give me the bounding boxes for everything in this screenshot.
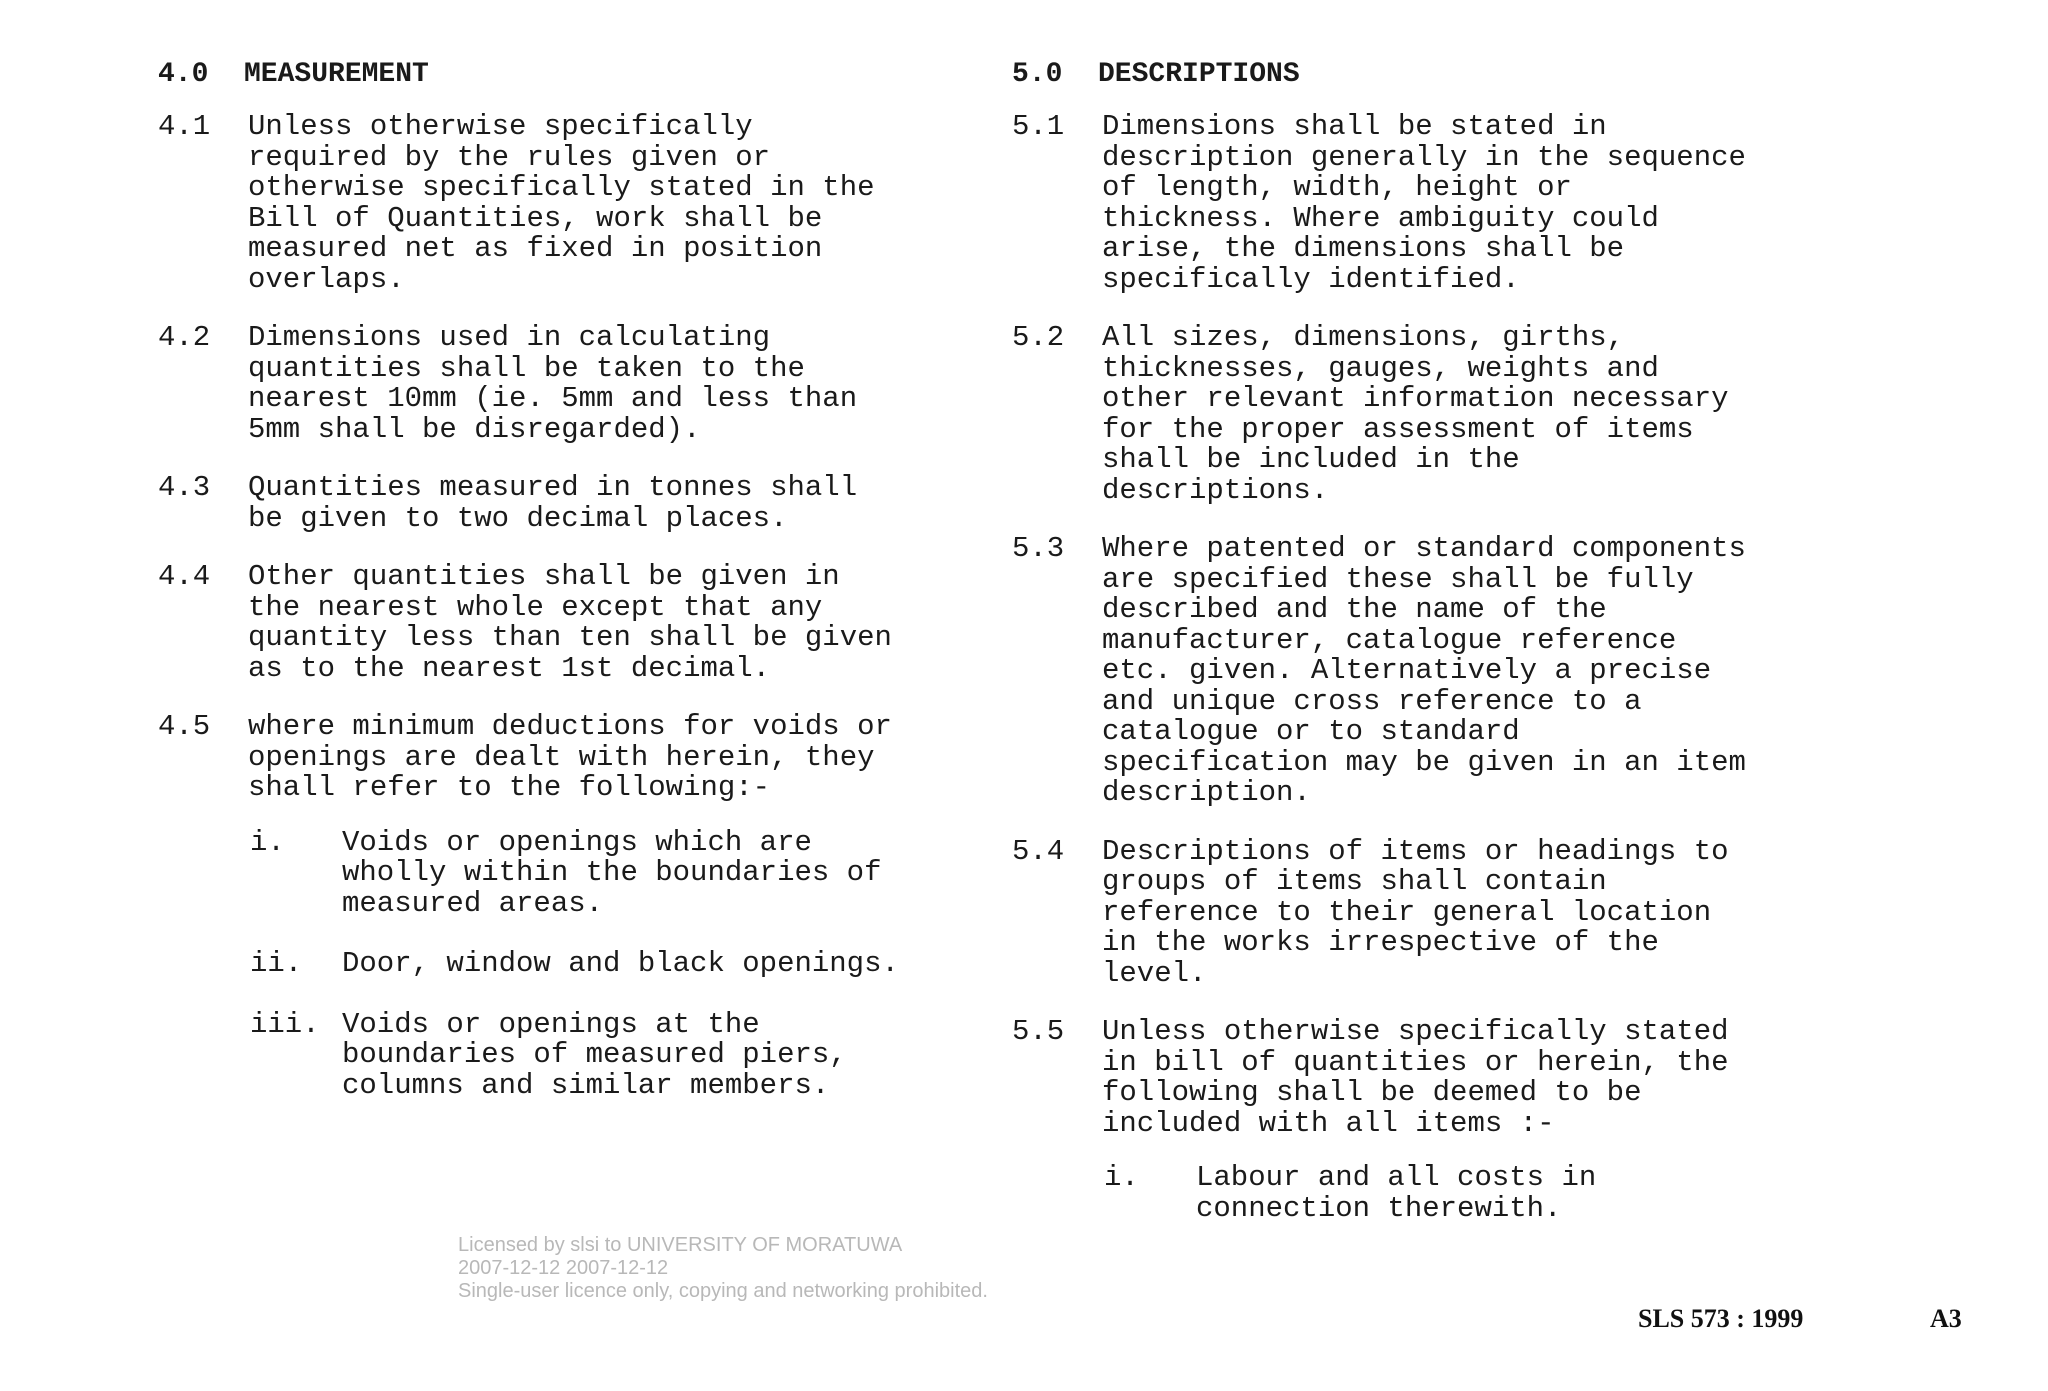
clause-list	[158, 112, 958, 804]
sub-item	[1104, 1163, 1832, 1224]
sub-item	[250, 949, 958, 980]
sub-item-text: Door, window and black openings.	[342, 947, 899, 980]
sub-item-list	[1104, 1163, 1832, 1224]
clause	[158, 712, 958, 804]
clause-number: 5.2	[1012, 321, 1065, 354]
clause	[1012, 323, 1832, 506]
sub-item-number: i.	[1104, 1161, 1139, 1194]
watermark-line: Single-user licence only, copying and networking prohibited.	[458, 1280, 988, 1302]
section-title: DESCRIPTIONS	[1098, 59, 1300, 90]
sub-item-list	[250, 825, 958, 1102]
sub-item-text: Labour and all costs in connection therewith.	[1196, 1161, 1597, 1225]
clause-text: Where patented or standard components are specified these shall be fully described and the name of the manufacturer, catalogue reference etc. given. Alternatively a precise and unique cross reference to a catalogue or to standard specification may be given in an item description.	[1102, 532, 1746, 809]
clause-list	[1012, 112, 1832, 1139]
watermark-line: 2007-12-12 2007-12-12	[458, 1257, 669, 1279]
sub-item	[250, 825, 958, 920]
clause-text: Dimensions used in calculating quantities shall be taken to the nearest 10mm (ie. 5mm and less than 5mm shall be disregarded).	[248, 321, 858, 446]
section-heading	[1012, 58, 1832, 92]
clause-text: Quantities measured in tonnes shall be given to two decimal places.	[248, 471, 858, 535]
clause-number: 4.2	[158, 321, 211, 354]
clause-text: All sizes, dimensions, girths, thicknesses, gauges, weights and other relevant information necessary for the proper assessment of items shall be included in the descriptions.	[1102, 321, 1729, 507]
licence-watermark	[458, 1234, 988, 1303]
clause-number: 4.3	[158, 471, 211, 504]
clause	[158, 562, 958, 684]
clause	[158, 323, 958, 445]
sub-item-number: ii.	[250, 947, 303, 980]
clause	[1012, 834, 1832, 990]
clause-number: 4.4	[158, 560, 211, 593]
descriptions-section	[1012, 58, 1832, 1254]
clause-text: Other quantities shall be given in the nearest whole except that any quantity less than ten shall be given as to the nearest 1st decimal.	[248, 560, 892, 685]
clause-number: 5.3	[1012, 532, 1065, 565]
clause-text: Unless otherwise specifically required by the rules given or otherwise specifically stated in the Bill of Quantities, work shall be measured net as fixed in position overlaps.	[248, 110, 875, 296]
sub-item-text: Voids or openings at the boundaries of measured piers, columns and similar members.	[342, 1007, 847, 1102]
section-heading	[158, 58, 958, 92]
clause	[158, 473, 958, 534]
watermark-line: Licensed by slsi to UNIVERSITY OF MORATUWA	[458, 1234, 903, 1256]
clause-text: where minimum deductions for voids or openings are dealt with herein, they shall refer to the following:-	[248, 710, 892, 804]
clause-text: Descriptions of items or headings to groups of items shall contain reference to their general location in the works irrespective of the level.	[1102, 834, 1729, 990]
clause-text: Dimensions shall be stated in description generally in the sequence of length, width, height or thickness. Where ambiguity could arise, the dimensions shall be specifically identified.	[1102, 110, 1746, 296]
section-number: 4.0	[158, 59, 209, 90]
section-title: MEASUREMENT	[244, 59, 429, 90]
clause-number: 5.4	[1012, 834, 1065, 868]
sub-item-text: Voids or openings which are wholly within the boundaries of measured areas.	[342, 825, 882, 920]
clause-number: 5.1	[1012, 110, 1065, 143]
measurement-section	[158, 58, 958, 1131]
sub-item-number: i.	[250, 825, 285, 859]
clause-number: 4.5	[158, 710, 211, 743]
section-number: 5.0	[1012, 59, 1063, 90]
clause	[1012, 534, 1832, 809]
clause	[1012, 112, 1832, 295]
clause	[1012, 1017, 1832, 1139]
clause-number: 5.5	[1012, 1015, 1065, 1048]
sub-item	[250, 1007, 958, 1102]
clause	[158, 112, 958, 295]
sub-item-number: iii.	[250, 1007, 320, 1041]
clause-text: Unless otherwise specifically stated in bill of quantities or herein, the following shall be deemed to be included with all items :-	[1102, 1015, 1729, 1140]
clause-number: 4.1	[158, 110, 211, 143]
page-number: A3	[1930, 1304, 1962, 1333]
standard-reference: SLS 573 : 1999	[1638, 1304, 1804, 1333]
